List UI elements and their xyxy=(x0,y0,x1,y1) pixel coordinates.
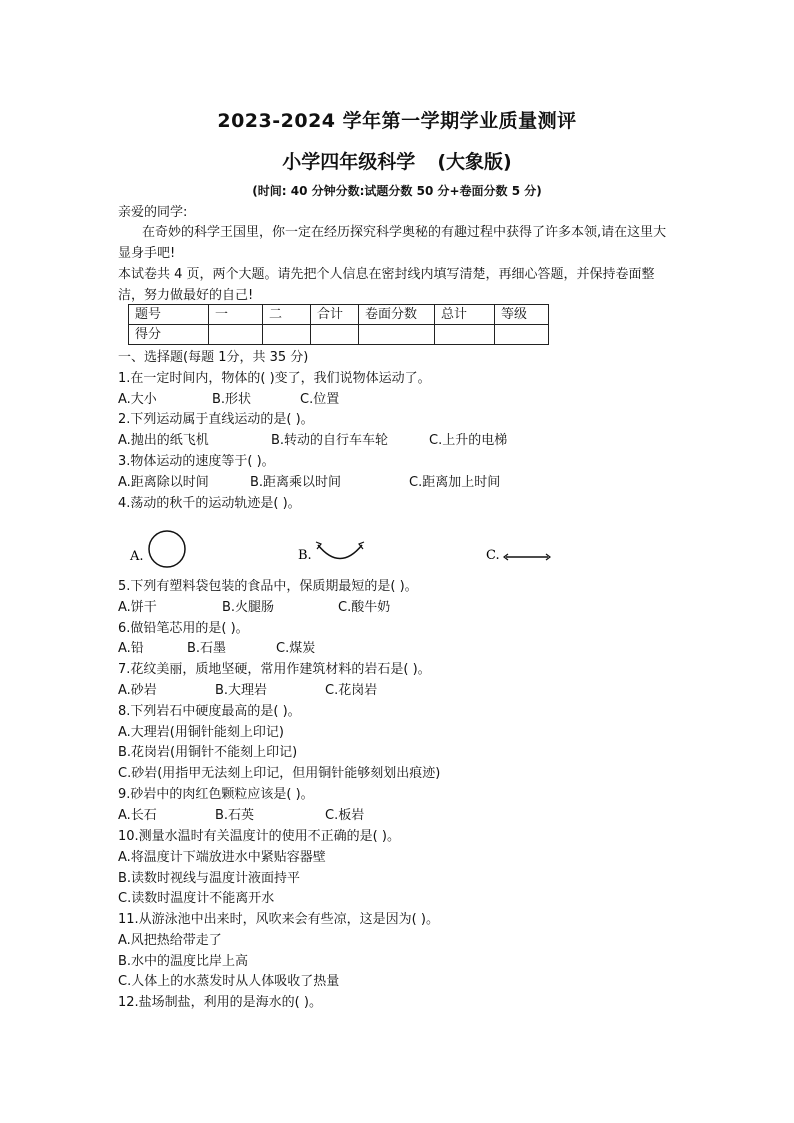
option-a: A.长石 xyxy=(118,808,157,823)
swing-trajectory-figure xyxy=(118,522,568,578)
question-8: 8.下列岩石中硬度最高的是( )。 xyxy=(118,704,301,719)
score-table-score-row xyxy=(129,325,549,345)
figure-option-a-label: A. xyxy=(130,549,144,564)
question-8-option-b: B.花岗岩(用铜针不能刻上印记) xyxy=(118,745,298,760)
option-b: B.转动的自行车车轮 xyxy=(271,433,389,448)
question-7: 7.花纹美丽，质地坚硬，常用作建筑材料的岩石是( )。 xyxy=(118,662,431,677)
section-title: 一、选择题(每题 1分，共 35 分) xyxy=(118,350,309,365)
question-11-option-c: C.人体上的水蒸发时从人体吸收了热量 xyxy=(118,974,340,989)
option-c: C.距离加上时间 xyxy=(409,475,501,490)
notice-paragraph: 本试卷共 4 页，两个大题。请先把个人信息在密封线内填写清楚，再细心答题，并保持卷面整洁，努力做最好的自己! xyxy=(118,267,655,303)
question-10: 10.测量水温时有关温度计的使用不正确的是( )。 xyxy=(118,829,400,844)
score-table xyxy=(128,304,549,345)
option-c: C.煤炭 xyxy=(276,641,316,656)
question-10-option-b: B.读数时视线与温度计液面持平 xyxy=(118,871,301,886)
option-a: A.距离除以时间 xyxy=(118,475,209,490)
question-8-option-a: A.大理岩(用铜针能刻上印记) xyxy=(118,725,284,740)
score-cell xyxy=(311,325,359,345)
score-table-header: 题号 xyxy=(129,305,209,325)
score-table-header: 一 xyxy=(209,305,263,325)
question-2: 2.下列运动属于直线运动的是( )。 xyxy=(118,412,314,427)
option-c: C.位置 xyxy=(300,392,340,407)
page-title: 2023-2024 学年第一学期学业质量测评 xyxy=(217,110,577,132)
option-b: B.火腿肠 xyxy=(222,600,275,615)
question-10-option-c: C.读数时温度计不能离开水 xyxy=(118,891,275,906)
option-a: A.砂岩 xyxy=(118,683,157,698)
circle-trajectory xyxy=(149,531,185,567)
page-subtitle xyxy=(0,147,794,174)
intro-paragraph: 在奇妙的科学王国里，你一定在经历探究科学奥秘的有趣过程中获得了许多本领,请在这里大显身手吧! xyxy=(118,225,667,261)
option-c: C.酸牛奶 xyxy=(338,600,391,615)
arc-trajectory xyxy=(318,545,362,559)
question-4: 4.荡动的秋千的运动轨迹是( )。 xyxy=(118,496,301,511)
figure-option-b-label: B. xyxy=(298,548,312,563)
option-c: C.上升的电梯 xyxy=(429,433,508,448)
score-cell xyxy=(435,325,495,345)
question-1: 1.在一定时间内，物体的( )变了，我们说物体运动了。 xyxy=(118,371,431,386)
score-cell xyxy=(263,325,311,345)
score-cell xyxy=(209,325,263,345)
score-table-header: 总计 xyxy=(435,305,495,325)
question-10-option-a: A.将温度计下端放进水中紧贴容器壁 xyxy=(118,850,326,865)
score-table-header: 卷面分数 xyxy=(359,305,435,325)
score-table-header: 等级 xyxy=(495,305,549,325)
option-a: A.饼干 xyxy=(118,600,157,615)
question-11: 11.从游泳池中出来时，风吹来会有些凉，这是因为( )。 xyxy=(118,912,439,927)
option-a: A.大小 xyxy=(118,392,157,407)
option-c: C.板岩 xyxy=(325,808,365,823)
question-12: 12.盐场制盐，利用的是海水的( )。 xyxy=(118,995,322,1010)
option-b: B.石墨 xyxy=(187,641,227,656)
score-cell xyxy=(495,325,549,345)
option-a: A.铅 xyxy=(118,641,144,656)
option-b: B.距离乘以时间 xyxy=(250,475,342,490)
question-5: 5.下列有塑料袋包装的食品中，保质期最短的是( )。 xyxy=(118,579,418,594)
option-a: A.抛出的纸飞机 xyxy=(118,433,209,448)
score-cell xyxy=(359,325,435,345)
score-table-header-row xyxy=(129,305,549,325)
edition-label: (大象版) xyxy=(437,151,512,173)
option-b: B.形状 xyxy=(212,392,252,407)
subject-title: 小学四年级科学 xyxy=(282,151,416,173)
question-11-option-a: A.风把热给带走了 xyxy=(118,933,222,948)
option-b: B.大理岩 xyxy=(215,683,268,698)
question-3: 3.物体运动的速度等于( )。 xyxy=(118,454,275,469)
greeting: 亲爱的同学: xyxy=(118,205,188,220)
time-info: (时间: 40 分钟分数:试题分数 50 分+卷面分数 5 分) xyxy=(252,184,542,198)
score-table-header: 合计 xyxy=(311,305,359,325)
question-9: 9.砂岩中的肉红色颗粒应该是( )。 xyxy=(118,787,314,802)
option-b: B.石英 xyxy=(215,808,255,823)
score-row-label: 得分 xyxy=(129,325,209,345)
score-table-header: 二 xyxy=(263,305,311,325)
question-6: 6.做铅笔芯用的是( )。 xyxy=(118,621,249,636)
figure-option-c-label: C. xyxy=(486,548,500,563)
option-c: C.花岗岩 xyxy=(325,683,378,698)
question-11-option-b: B.水中的温度比岸上高 xyxy=(118,954,249,969)
question-8-option-c: C.砂岩(用指甲无法刻上印记，但用铜针能够刻划出痕迹) xyxy=(118,766,441,781)
